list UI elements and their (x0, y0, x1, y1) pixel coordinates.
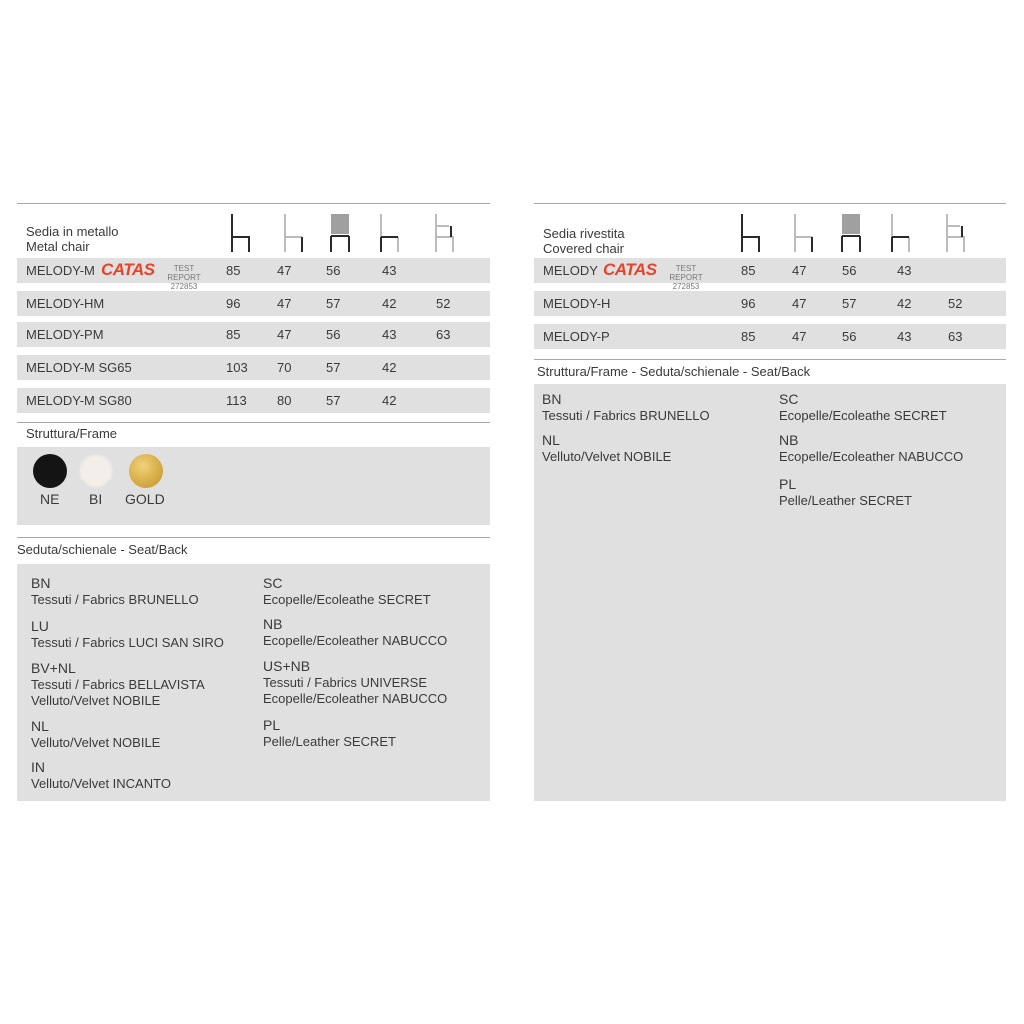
chair-height-icon (738, 213, 762, 253)
seat-code: SC (779, 391, 799, 407)
seat-desc: Ecopelle/Ecoleather NABUCCO (263, 633, 448, 648)
seat-desc: Velluto/Velvet NOBILE (542, 449, 672, 464)
cell: 85 (741, 329, 756, 344)
swatch-label: NE (40, 491, 60, 507)
left-title-en: Metal chair (26, 239, 90, 254)
right-title-it: Sedia rivestita (543, 226, 625, 241)
seat-code: LU (31, 618, 49, 634)
catas-logo: CATAS (603, 260, 657, 279)
seat-desc: Pelle/Leather SECRET (779, 493, 912, 508)
cell: 63 (436, 327, 451, 342)
cell: 57 (326, 296, 341, 311)
seat-title: Seduta/schienale - Seat/Back (17, 542, 188, 557)
row-name: MELODY-M SG65 (26, 360, 132, 375)
seat-code: PL (263, 717, 281, 733)
right-title-en: Covered chair (543, 241, 624, 256)
seat-height-icon (377, 213, 401, 253)
armrest-height-icon (432, 213, 456, 253)
armrest-height-icon (943, 213, 967, 253)
seat-height-icon (888, 213, 912, 253)
cell: 52 (948, 296, 963, 311)
cell: 113 (226, 393, 247, 408)
swatch-label: BI (89, 491, 103, 507)
cell: 56 (326, 263, 341, 278)
cell: 47 (277, 327, 292, 342)
seat-desc: Ecopelle/Ecoleathe SECRET (779, 408, 947, 423)
left-top-rule (17, 203, 490, 204)
cell: 57 (842, 296, 857, 311)
frame-rule (17, 422, 490, 423)
right-section-title: Struttura/Frame - Seduta/schienale - Seat/Back (537, 364, 811, 379)
cell: 47 (277, 263, 292, 278)
row-name: MELODY-M (26, 263, 95, 278)
cell: 43 (897, 329, 912, 344)
cell: 56 (842, 263, 857, 278)
cell: 52 (436, 296, 451, 311)
right-top-rule (534, 203, 1006, 204)
test-report-label: TEST REPORT 272853 (669, 264, 703, 291)
seat-code: IN (31, 759, 45, 775)
cell: 42 (382, 360, 397, 375)
seat-desc: Tessuti / Fabrics LUCI SAN SIRO (31, 635, 224, 650)
right-materials-box (534, 384, 1006, 801)
seat-width-icon (839, 213, 863, 253)
seat-width-icon (328, 213, 352, 253)
cell: 42 (382, 393, 397, 408)
cell: 43 (897, 263, 912, 278)
cell: 42 (382, 296, 397, 311)
seat-code: BN (542, 391, 562, 407)
seat-desc: Tessuti / Fabrics BELLAVISTA (31, 677, 205, 692)
seat-desc: Velluto/Velvet NOBILE (31, 693, 161, 708)
seat-depth-icon (281, 213, 305, 253)
seat-code: NB (779, 432, 799, 448)
cell: 103 (226, 360, 248, 375)
chair-height-icon (228, 213, 252, 253)
row-name: MELODY-M SG80 (26, 393, 132, 408)
cell: 56 (326, 327, 341, 342)
cell: 43 (382, 327, 397, 342)
seat-desc: Velluto/Velvet NOBILE (31, 735, 161, 750)
swatch-gold (129, 454, 163, 488)
cell: 85 (226, 263, 241, 278)
seat-code: BN (31, 575, 51, 591)
seat-desc: Tessuti / Fabrics UNIVERSE (263, 675, 427, 690)
cell: 85 (741, 263, 756, 278)
cell: 43 (382, 263, 397, 278)
cell: 96 (226, 296, 241, 311)
cell: 47 (277, 296, 292, 311)
seat-rule (17, 537, 490, 538)
seat-desc: Ecopelle/Ecoleathe SECRET (263, 592, 431, 607)
cell: 57 (326, 360, 341, 375)
cell: 47 (792, 329, 807, 344)
cell: 57 (326, 393, 341, 408)
cell: 47 (792, 296, 807, 311)
seat-desc: Tessuti / Fabrics BRUNELLO (542, 408, 710, 423)
seat-desc: Pelle/Leather SECRET (263, 734, 396, 749)
seat-code: NL (31, 718, 49, 734)
cell: 47 (792, 263, 807, 278)
row-name: MELODY-H (543, 296, 611, 311)
right-section-rule (534, 359, 1006, 360)
seat-desc: Tessuti / Fabrics BRUNELLO (31, 592, 199, 607)
cell: 96 (741, 296, 756, 311)
swatch-label: GOLD (125, 491, 165, 507)
row-name: MELODY (543, 263, 598, 278)
cell: 70 (277, 360, 292, 375)
catas-logo: CATAS (101, 260, 155, 279)
seat-desc: Ecopelle/Ecoleather NABUCCO (263, 691, 448, 706)
cell: 56 (842, 329, 857, 344)
seat-code: SC (263, 575, 283, 591)
seat-code: BV+NL (31, 660, 76, 676)
seat-desc: Ecopelle/Ecoleather NABUCCO (779, 449, 964, 464)
seat-desc: Velluto/Velvet INCANTO (31, 776, 171, 791)
cell: 42 (897, 296, 912, 311)
left-title-it: Sedia in metallo (26, 224, 119, 239)
cell: 63 (948, 329, 963, 344)
seat-code: US+NB (263, 658, 311, 674)
frame-title: Struttura/Frame (26, 426, 118, 441)
seat-depth-icon (791, 213, 815, 253)
cell: 80 (277, 393, 292, 408)
cell: 85 (226, 327, 241, 342)
swatch-black (33, 454, 67, 488)
test-report-label: TEST REPORT 272853 (167, 264, 201, 291)
row-name: MELODY-P (543, 329, 610, 344)
swatch-white (79, 454, 113, 488)
seat-code: NB (263, 616, 283, 632)
seat-code: PL (779, 476, 797, 492)
row-name: MELODY-HM (26, 296, 105, 311)
seat-code: NL (542, 432, 560, 448)
row-name: MELODY-PM (26, 327, 104, 342)
